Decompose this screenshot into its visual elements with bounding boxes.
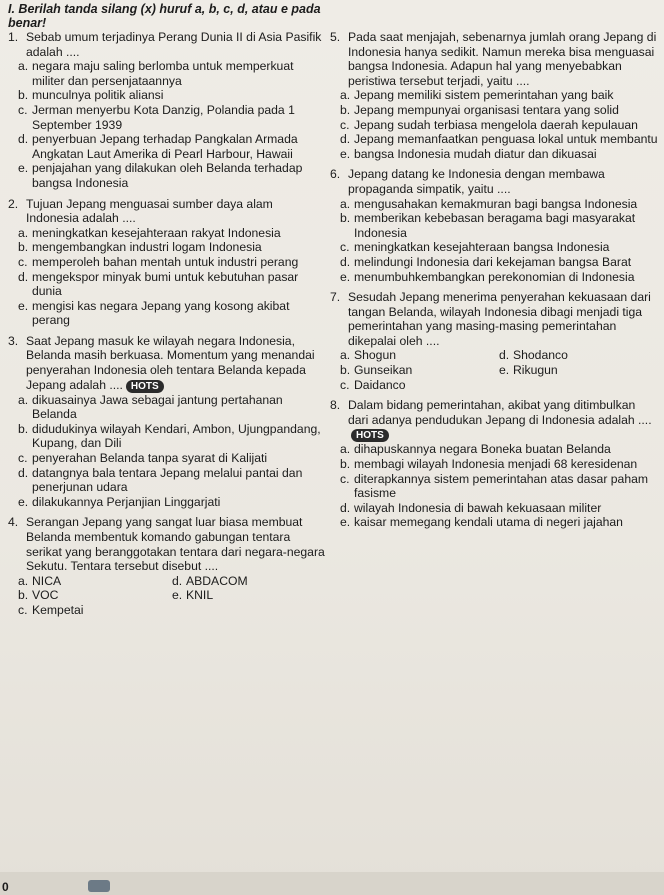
option-text: bangsa Indonesia mudah diatur dan dikuasai bbox=[354, 146, 597, 161]
answer-option[interactable] bbox=[340, 88, 658, 103]
question-stem bbox=[8, 334, 326, 393]
option-text: kaisar memegang kendali utama di negeri jajahan bbox=[354, 515, 623, 530]
option-text: dihapuskannya negara Boneka buatan Belanda bbox=[354, 442, 611, 457]
answer-option[interactable] bbox=[340, 270, 658, 285]
answer-option[interactable] bbox=[340, 197, 658, 212]
option-letter: c. bbox=[340, 471, 350, 486]
answer-option[interactable] bbox=[340, 378, 499, 393]
answer-option[interactable] bbox=[18, 466, 326, 495]
option-text: didudukinya wilayah Kendari, Ambon, Ujungpandang, Kupang, dan Dili bbox=[32, 421, 321, 451]
option-text: melindungi Indonesia dari kekejaman bangsa Barat bbox=[354, 254, 632, 269]
question-stem bbox=[8, 515, 326, 573]
option-text: Shodanco bbox=[513, 348, 568, 363]
option-letter: d. bbox=[172, 573, 183, 588]
question-item bbox=[8, 30, 326, 191]
option-letter: c. bbox=[340, 117, 350, 132]
option-text: Jepang mempunyai organisasi tentara yang solid bbox=[354, 102, 619, 117]
question-text: Dalam bidang pemerintahan, akibat yang ditimbulkan dari adanya pendudukan Jepang di Indonesia adalah .... bbox=[348, 398, 652, 427]
question-number: 1. bbox=[8, 30, 19, 44]
question-text: Saat Jepang masuk ke wilayah negara Indonesia, Belanda masih berkuasa. Momentum yang menandai penyerahan Indonesia oleh tentara Belanda kepada Jepang adalah .... bbox=[26, 333, 315, 392]
option-text: Jepang memiliki sistem pemerintahan yang baik bbox=[354, 88, 614, 103]
answer-option[interactable] bbox=[18, 161, 326, 190]
answer-option[interactable] bbox=[340, 457, 658, 472]
question-text: Sebab umum terjadinya Perang Dunia II di Asia Pasifik adalah .... bbox=[26, 30, 322, 59]
answer-option[interactable] bbox=[340, 132, 658, 147]
option-letter: c. bbox=[340, 377, 350, 392]
question-stem bbox=[330, 398, 658, 442]
answer-option[interactable] bbox=[340, 363, 499, 378]
answer-option[interactable] bbox=[18, 226, 326, 241]
hots-badge: HOTS bbox=[126, 380, 164, 393]
option-letter: c. bbox=[18, 451, 28, 466]
answer-options bbox=[340, 348, 658, 392]
answer-option[interactable] bbox=[340, 255, 658, 270]
answer-option[interactable] bbox=[340, 348, 499, 363]
option-letter: a. bbox=[340, 196, 351, 211]
option-text: Jepang memanfaatkan penguasa lokal untuk membantu bbox=[354, 132, 658, 147]
answer-option[interactable] bbox=[340, 103, 658, 118]
publisher-logo-icon bbox=[88, 880, 110, 892]
option-text: VOC bbox=[32, 588, 59, 603]
question-text: Sesudah Jepang menerima penyerahan kekuasaan dari tangan Belanda, wilayah Indonesia dibagi menjadi tiga pemerintahan yang masing-masing pemerintahan dikepalai oleh .... bbox=[348, 290, 651, 348]
answer-option[interactable] bbox=[18, 603, 172, 618]
answer-option[interactable] bbox=[18, 132, 326, 161]
option-letter: b. bbox=[18, 588, 29, 603]
option-text: mengisi kas negara Jepang yang kosong akibat perang bbox=[32, 298, 290, 328]
answer-option[interactable] bbox=[18, 588, 172, 603]
question-item bbox=[8, 197, 326, 328]
question-stem bbox=[8, 197, 326, 226]
option-text: datangnya bala tentara Jepang melalui pantai dan penerjunan udara bbox=[32, 465, 303, 495]
option-letter: b. bbox=[18, 240, 29, 255]
option-text: penjajahan yang dilakukan oleh Belanda terhadap bangsa Indonesia bbox=[32, 161, 303, 190]
option-letter: c. bbox=[18, 102, 28, 117]
answer-option[interactable] bbox=[172, 574, 326, 589]
option-letter: b. bbox=[18, 421, 29, 436]
option-letter: a. bbox=[18, 59, 29, 74]
option-letter: e. bbox=[499, 363, 510, 378]
option-letter: e. bbox=[340, 515, 351, 530]
answer-options bbox=[18, 393, 326, 510]
option-text: meningkatkan kesejahteraan bangsa Indonesia bbox=[354, 240, 610, 255]
right-column bbox=[330, 30, 658, 536]
instruction-line-2: benar! bbox=[8, 16, 47, 30]
option-text: meningkatkan kesejahteraan rakyat Indonesia bbox=[32, 225, 281, 240]
option-text: Shogun bbox=[354, 348, 397, 363]
option-letter: e. bbox=[172, 588, 183, 603]
question-stem bbox=[330, 167, 658, 196]
answer-options bbox=[18, 574, 326, 618]
option-letter: e. bbox=[340, 146, 351, 161]
question-text-wrap bbox=[26, 334, 326, 393]
option-letter: d. bbox=[340, 132, 351, 147]
question-item bbox=[330, 398, 658, 530]
option-letter: c. bbox=[18, 254, 28, 269]
question-item bbox=[8, 515, 326, 617]
option-letter: e. bbox=[18, 161, 29, 176]
answer-option[interactable] bbox=[340, 515, 658, 530]
question-text-wrap bbox=[26, 515, 326, 573]
option-text: Rikugun bbox=[513, 363, 558, 378]
question-text: Jepang datang ke Indonesia dengan membawa propaganda simpatik, yaitu .... bbox=[348, 167, 605, 196]
answer-option[interactable] bbox=[340, 147, 658, 162]
question-text-wrap bbox=[348, 167, 658, 196]
answer-option[interactable] bbox=[172, 588, 326, 603]
instruction-line: I. Berilah tanda silang (x) huruf a, b, c, d, atau e pada bbox=[8, 2, 321, 16]
option-text: Gunseikan bbox=[354, 363, 413, 378]
option-letter: b. bbox=[18, 88, 29, 103]
answer-option[interactable] bbox=[18, 422, 326, 451]
answer-option[interactable] bbox=[18, 393, 326, 422]
answer-option[interactable] bbox=[340, 501, 658, 516]
answer-option[interactable] bbox=[499, 348, 658, 363]
answer-option[interactable] bbox=[18, 574, 172, 589]
question-item bbox=[330, 167, 658, 284]
option-text: ABDACOM bbox=[186, 573, 248, 588]
option-letter: d. bbox=[18, 269, 29, 284]
option-text: Daidanco bbox=[354, 377, 406, 392]
question-item bbox=[330, 30, 658, 161]
option-text: KNIL bbox=[186, 588, 214, 603]
option-letter: d. bbox=[18, 132, 29, 147]
option-text: negara maju saling berlomba untuk memperkuat militer dan persenjataannya bbox=[32, 59, 294, 88]
question-item bbox=[8, 334, 326, 510]
option-letter: a. bbox=[340, 348, 351, 363]
page-number: 0 bbox=[2, 880, 9, 894]
answer-options bbox=[18, 59, 326, 190]
question-number: 7. bbox=[330, 290, 341, 305]
option-letter: b. bbox=[340, 211, 351, 226]
option-letter: e. bbox=[18, 298, 29, 313]
answer-option[interactable] bbox=[18, 103, 326, 132]
option-text: Kempetai bbox=[32, 602, 84, 617]
answer-option[interactable] bbox=[18, 88, 326, 103]
answer-option[interactable] bbox=[340, 442, 658, 457]
question-number: 2. bbox=[8, 196, 19, 211]
option-text: menumbuhkembangkan perekonomian di Indonesia bbox=[354, 269, 635, 284]
option-text: memberikan kebebasan beragama bagi masyarakat Indonesia bbox=[354, 211, 636, 240]
hots-badge: HOTS bbox=[351, 429, 389, 442]
answer-option[interactable] bbox=[18, 270, 326, 299]
option-letter: a. bbox=[18, 573, 29, 588]
option-text: mengusahakan kemakmuran bagi bangsa Indonesia bbox=[354, 196, 638, 211]
answer-option[interactable] bbox=[340, 118, 658, 133]
answer-option[interactable] bbox=[18, 240, 326, 255]
option-text: diterapkannya sistem pemerintahan atas dasar paham fasisme bbox=[354, 471, 649, 501]
option-letter: d. bbox=[340, 500, 351, 515]
answer-option[interactable] bbox=[18, 495, 326, 510]
option-text: NICA bbox=[32, 573, 62, 588]
question-number: 4. bbox=[8, 515, 19, 530]
option-text: penyerbuan Jepang terhadap Pangkalan Armada Angkatan Laut Amerika di Pearl Harbour, Hawaii bbox=[32, 132, 298, 161]
option-text: munculnya politik aliansi bbox=[32, 88, 164, 103]
option-letter: d. bbox=[18, 465, 29, 480]
answer-option[interactable] bbox=[18, 299, 326, 328]
option-text: Jerman menyerbu Kota Danzig, Polandia pada 1 September 1939 bbox=[32, 102, 295, 132]
instructions bbox=[8, 2, 658, 30]
option-letter: d. bbox=[499, 348, 510, 363]
option-text: dilakukannya Perjanjian Linggarjati bbox=[32, 494, 221, 509]
option-letter: e. bbox=[18, 494, 29, 509]
option-letter: e. bbox=[340, 269, 351, 284]
option-text: penyerahan Belanda tanpa syarat di Kalijati bbox=[32, 451, 268, 466]
option-text: dikuasainya Jawa sebagai jantung pertahanan Belanda bbox=[32, 392, 283, 422]
option-letter: a. bbox=[18, 225, 29, 240]
option-letter: b. bbox=[340, 363, 351, 378]
option-text: memperoleh bahan mentah untuk industri perang bbox=[32, 254, 299, 269]
option-text: membagi wilayah Indonesia menjadi 68 keresidenan bbox=[354, 457, 638, 472]
option-letter: d. bbox=[340, 254, 351, 269]
answer-option[interactable] bbox=[340, 211, 658, 240]
question-number: 5. bbox=[330, 30, 341, 44]
answer-options bbox=[340, 197, 658, 285]
answer-option[interactable] bbox=[18, 59, 326, 88]
option-text: mengekspor minyak bumi untuk kebutuhan pasar dunia bbox=[32, 269, 299, 299]
question-stem bbox=[8, 30, 326, 59]
answer-option[interactable] bbox=[499, 363, 658, 378]
question-number: 3. bbox=[8, 333, 19, 348]
option-text: mengembangkan industri logam Indonesia bbox=[32, 240, 262, 255]
question-text: Serangan Jepang yang sangat luar biasa membuat Belanda membentuk komando gabungan tentara serikat yang beranggotakan tentara dari negara-negara Sekutu. Tentara tersebut disebut .... bbox=[26, 515, 325, 574]
answer-option[interactable] bbox=[340, 240, 658, 255]
option-text: wilayah Indonesia di bawah kekuasaan militer bbox=[354, 500, 602, 515]
option-letter: c. bbox=[340, 240, 350, 255]
question-text: Pada saat menjajah, sebenarnya jumlah orang Jepang di Indonesia hanya sedikit. Namun mereka bisa menguasai bangsa Indonesia. Adapun hal yang menyebabkan peristiwa tersebut terjadi, yaitu .... bbox=[348, 30, 657, 88]
question-stem bbox=[330, 30, 658, 88]
question-text-wrap bbox=[26, 197, 326, 226]
answer-option[interactable] bbox=[340, 472, 658, 501]
option-letter: c. bbox=[18, 602, 28, 617]
option-letter: b. bbox=[340, 457, 351, 472]
question-item bbox=[330, 290, 658, 392]
option-letter: a. bbox=[340, 442, 351, 457]
option-letter: a. bbox=[340, 88, 351, 103]
answer-options bbox=[340, 442, 658, 530]
option-letter: a. bbox=[18, 392, 29, 407]
question-text: Tujuan Jepang menguasai sumber daya alam Indonesia adalah .... bbox=[26, 196, 273, 226]
option-letter: b. bbox=[340, 102, 351, 117]
question-text-wrap bbox=[348, 290, 658, 348]
answer-options bbox=[18, 226, 326, 328]
question-text-wrap bbox=[26, 30, 326, 59]
answer-option[interactable] bbox=[18, 255, 326, 270]
question-text-wrap bbox=[348, 398, 658, 442]
question-number: 8. bbox=[330, 398, 341, 413]
option-text: Jepang sudah terbiasa mengelola daerah kepulauan bbox=[354, 117, 638, 132]
answer-option[interactable] bbox=[18, 451, 326, 466]
left-column bbox=[8, 30, 326, 624]
question-text-wrap bbox=[348, 30, 658, 88]
answer-options bbox=[340, 88, 658, 161]
question-number: 6. bbox=[330, 167, 341, 182]
question-stem bbox=[330, 290, 658, 348]
